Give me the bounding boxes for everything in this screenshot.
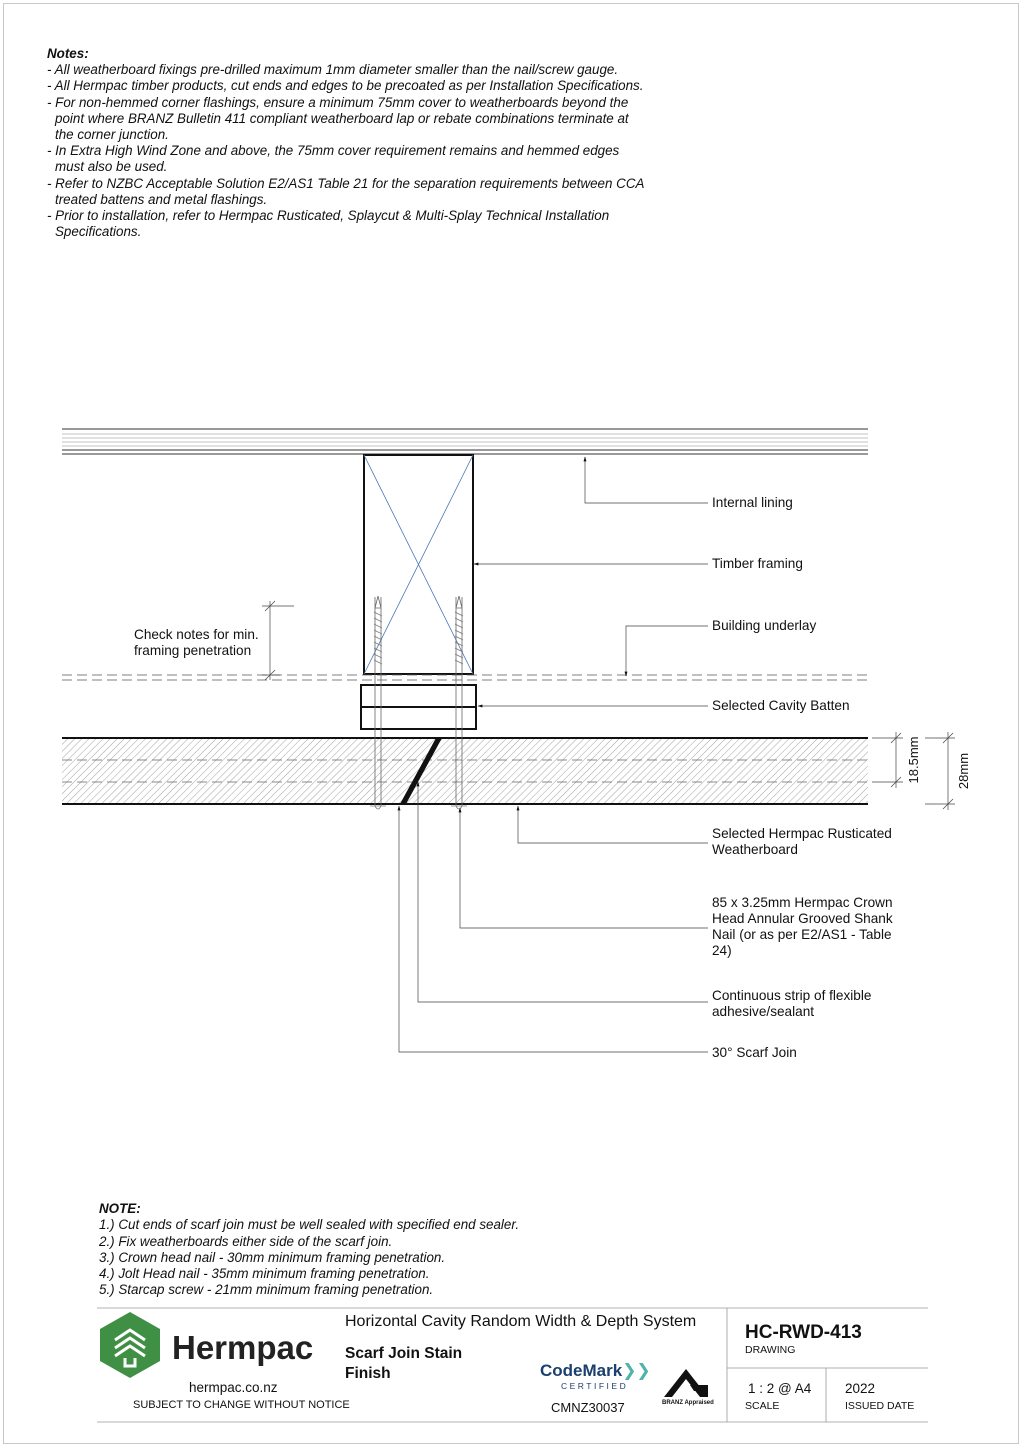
website: hermpac.co.nz [189,1380,278,1395]
scarf-notes-line: 4.) Jolt Head nail - 35mm minimum framing penetration. [99,1266,430,1282]
dim-28: 28mm [956,752,971,790]
building-underlay [62,675,868,680]
codemark-chevrons-icon: ❯❯ [622,1361,651,1380]
notes-line: the corner junction. [55,127,169,143]
label-weatherboard [712,826,892,858]
scarf-notes-title: NOTE: [99,1201,141,1216]
label-weatherboard-line: Weatherboard [712,842,798,857]
cavity-batten [361,685,476,729]
drawing-title-line: Finish [345,1365,391,1382]
timber-framing [364,455,473,674]
scarf-notes-line: 3.) Crown head nail - 30mm minimum framing penetration. [99,1249,446,1265]
label-nail [712,895,893,959]
codemark-word: CodeMark [540,1361,623,1380]
drawing-number-label: DRAWING [745,1344,796,1356]
notes-title: Notes: [47,46,89,61]
notes-line: - Refer to NZBC Acceptable Solution E2/AS1 Table 21 for the separation requirements between CCA [47,175,645,191]
disclaimer: SUBJECT TO CHANGE WITHOUT NOTICE [133,1399,350,1411]
label-sealant-line: adhesive/sealant [712,1004,815,1019]
label-cavity-batten: Selected Cavity Batten [712,698,850,713]
dim-18-5: 18.5mm [906,736,921,784]
notes-line: - All Hermpac timber products, cut ends and edges to be precoated as per Installation Specifications. [47,78,644,94]
label-weatherboard-line: Selected Hermpac Rusticated [712,826,892,841]
issued-date-value: 2022 [845,1381,876,1396]
brand-name: Hermpac [172,1329,314,1366]
branz-label: BRANZ Appraised [662,1400,714,1406]
weatherboard [62,738,868,804]
drawing-title-line: Scarf Join Stain [345,1345,463,1362]
label-timber-framing: Timber framing [712,556,803,571]
scarf-notes [99,1201,699,1299]
label-internal-lining: Internal lining [712,495,793,510]
scale-value: 1 : 2 @ A4 [748,1381,812,1396]
internal-lining [62,429,868,454]
label-check-notes [134,627,259,659]
notes-line: - Prior to installation, refer to Hermpac Rusticated, Splaycut & Multi-Splay Technical Installation [47,208,610,224]
scale-label: SCALE [745,1400,780,1412]
notes-line: - In Extra High Wind Zone and above, the 75mm cover requirement remains and hemmed edges [47,143,620,159]
scarf-notes-line: 1.) Cut ends of scarf join must be well sealed with specified end sealer. [99,1217,520,1233]
system-name: Horizontal Cavity Random Width & Depth System [345,1313,697,1330]
label-scarf-join: 30° Scarf Join [712,1045,797,1060]
notes-line: point where BRANZ Bulletin 411 compliant weatherboard lap or rebate combinations terminate at [55,110,629,126]
label-check-notes-line: Check notes for min. [134,627,259,642]
issued-date-label: ISSUED DATE [845,1400,915,1412]
notes-line: - All weatherboard fixings pre-drilled maximum 1mm diameter smaller than the nail/screw gauge. [47,62,619,78]
notes-line: must also be used. [55,159,168,175]
label-sealant-line: Continuous strip of flexible [712,988,872,1003]
notes-line: treated battens and metal flashings. [55,191,268,207]
label-sealant [712,988,871,1020]
codemark-logo [540,1361,651,1381]
label-nail-line: 85 x 3.25mm Hermpac Crown [712,895,893,910]
label-nail-line: 24) [712,943,732,958]
label-check-notes-line: framing penetration [134,643,252,658]
label-nail-line: Nail (or as per E2/AS1 - Table [712,927,892,942]
penetration-dimension [262,601,294,680]
hermpac-logo-icon [97,1310,163,1380]
notes-line: - For non-hemmed corner flashings, ensure a minimum 75mm cover to weatherboards beyond the [47,94,629,110]
label-nail-line: Head Annular Grooved Shank [712,911,893,926]
label-building-underlay: Building underlay [712,618,817,633]
notes-line: Specifications. [55,224,142,240]
scarf-notes-line: 5.) Starcap screw - 21mm minimum framing penetration. [99,1282,434,1298]
cert-number: CMNZ30037 [551,1400,625,1415]
scarf-notes-line: 2.) Fix weatherboards either side of the scarf join. [99,1233,393,1249]
drawing-number: HC-RWD-413 [745,1322,862,1343]
codemark-sub: CERTIFIED [561,1381,629,1391]
